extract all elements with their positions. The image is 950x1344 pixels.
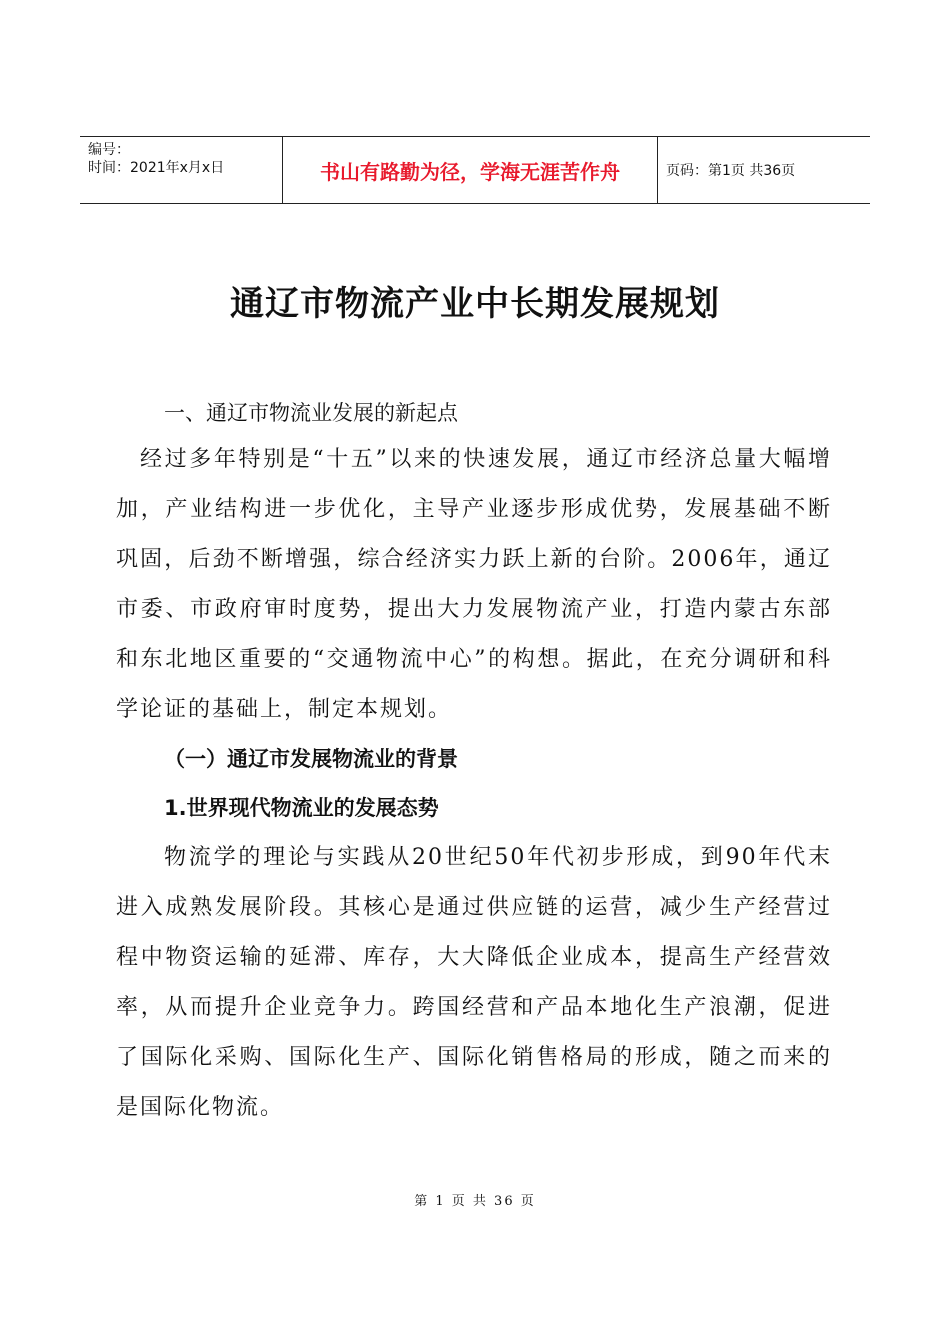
section-heading: 一、通辽市物流业发展的新起点: [164, 401, 458, 425]
document-body: [116, 395, 832, 1133]
item-paragraph: 物流学的理论与实践从20世纪50年代初步形成，到90年代末进入成熟发展阶段。其核心是通过供应链的运营，减少生产经营过程中物资运输的延滞、库存，大大降低企业成本，提高生产经营效率，从而提升企业竞争力。跨国经营和产品本地化生产浪潮，促进了国际化采购、国际化生产、国际化销售格局的形成，随之而来的是国际化物流。: [116, 845, 832, 1120]
section-paragraph: 经过多年特别是“十五”以来的快速发展，通辽市经济总量大幅增加，产业结构进一步优化，主导产业逐步形成优势，发展基础不断巩固，后劲不断增强，综合经济实力跃上新的台阶。2006年，通辽市委、市政府审时度势，提出大力发展物流产业，打造内蒙古东部和东北地区重要的“交通物流中心”的构想。据此，在充分调研和科学论证的基础上，制定本规划。: [116, 447, 832, 722]
item-heading: 1.世界现代物流业的发展态势: [164, 796, 439, 820]
document-title: 通辽市物流产业中长期发展规划: [230, 284, 720, 324]
subsection-heading: （一）通辽市发展物流业的背景: [164, 747, 458, 771]
header-motto: 书山有路勤为径，学海无涯苦作舟: [282, 137, 658, 203]
page-footer: 第 1 页 共 36 页: [414, 1194, 536, 1209]
document-header: [80, 136, 870, 204]
number-label: 编号：: [88, 142, 130, 158]
header-meta: [80, 137, 282, 203]
date-label: 时间：2021年x月x日: [88, 160, 225, 176]
header-page-info: 页码：第1页 共36页: [666, 163, 796, 179]
